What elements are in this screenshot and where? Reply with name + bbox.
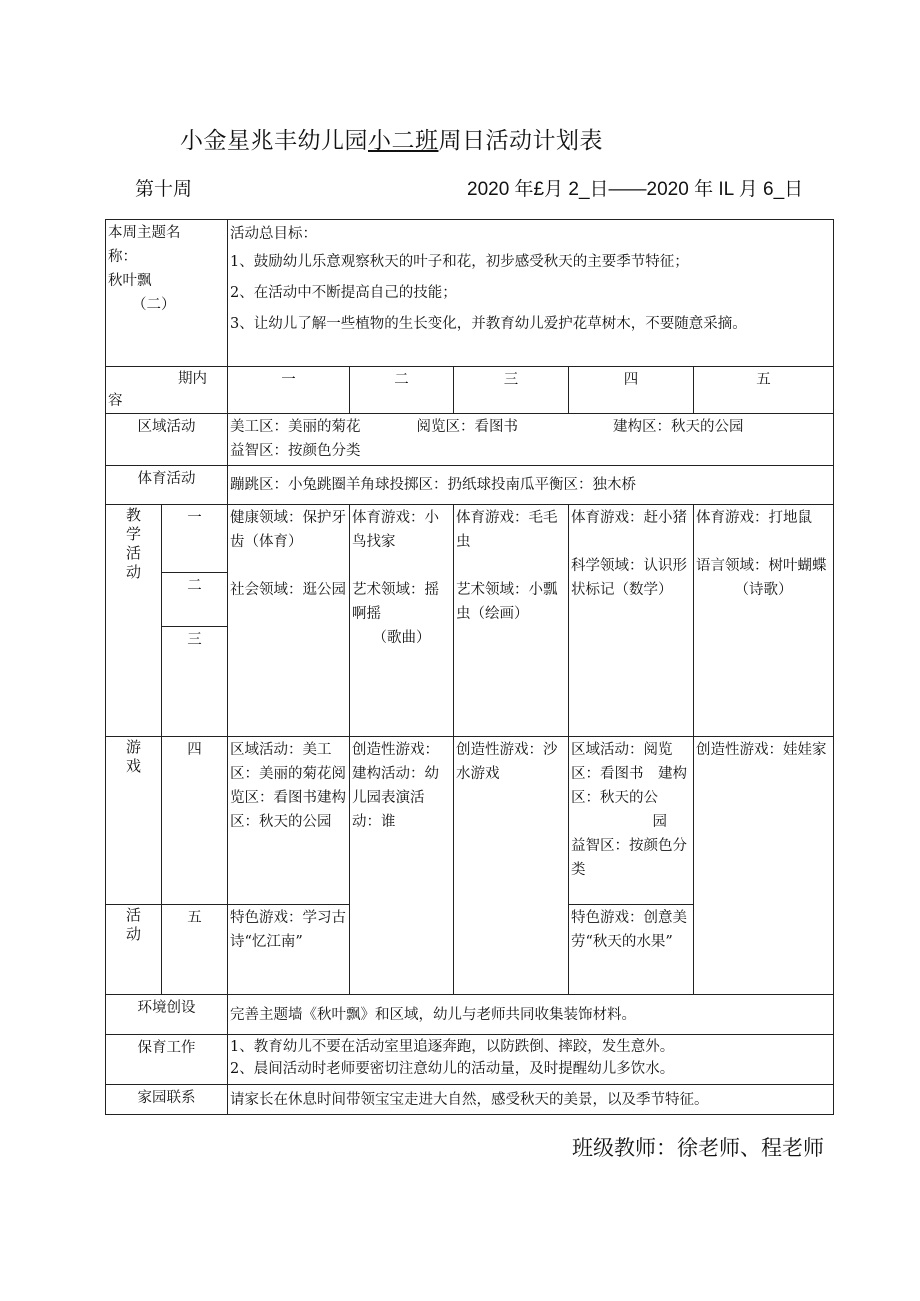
period-label: 三 bbox=[162, 627, 228, 737]
area-item: 建构区：秋天的公园 bbox=[613, 419, 744, 435]
page-title bbox=[180, 122, 603, 155]
area-item: 益智区：按颜色分类 bbox=[230, 443, 361, 459]
home-content: 请家长在休息时间带领宝宝走进大自然，感受秋天的美景，以及季节特征。 bbox=[228, 1085, 834, 1115]
teaching-wed: 体育游戏：毛毛虫 艺术领域：小瓢虫（绘画） bbox=[454, 505, 569, 737]
area-item: 美工区：美丽的菊花 bbox=[230, 419, 361, 435]
games-thu: 区域活动：阅览区：看图书 建构区：秋天的公 园 益智区：按颜色分类 bbox=[569, 737, 694, 905]
environment-content: 完善主题墙《秋叶飘》和区域，幼儿与老师共同收集装饰材料。 bbox=[228, 995, 834, 1035]
teaching-fri: 体育游戏：打地鼠 语言领域：树叶蝴蝶 （诗歌） bbox=[694, 505, 834, 737]
goal-title: 活动总目标： bbox=[230, 226, 317, 242]
goal-item: 1、鼓励幼儿乐意观察秋天的叶子和花，初步感受秋天的主要季节特征； bbox=[230, 254, 689, 270]
games-wed: 创造性游戏：沙水游戏 bbox=[454, 737, 569, 995]
area-content bbox=[228, 414, 834, 466]
teaching-label: 教学活动 bbox=[106, 505, 162, 737]
care-content bbox=[228, 1035, 834, 1085]
area-label: 区域活动 bbox=[106, 414, 228, 466]
environment-label: 环境创设 bbox=[106, 995, 228, 1035]
care-row bbox=[106, 1035, 834, 1085]
days-header-row bbox=[106, 367, 834, 414]
activity-plan-table bbox=[105, 219, 834, 1115]
theme-name: 秋叶飘 bbox=[108, 273, 152, 289]
day-header: 五 bbox=[694, 367, 834, 414]
home-row bbox=[106, 1085, 834, 1115]
teacher-signature: 班级教师：徐老师、程老师 bbox=[572, 1136, 824, 1160]
teaching-tue: 体育游戏：小鸟找家 艺术领域：摇啊摇 （歌曲） bbox=[350, 505, 454, 737]
games-mon-feature: 特色游戏：学习古诗“忆江南” bbox=[228, 905, 350, 995]
day-header: 二 bbox=[350, 367, 454, 414]
games-label: 游戏 bbox=[106, 737, 162, 905]
title-class: 小二班 bbox=[368, 128, 439, 154]
period-label: 四 bbox=[162, 737, 228, 905]
care-label: 保育工作 bbox=[106, 1035, 228, 1085]
date-range: 2020 年£月 2_日——2020 年 IL 月 6_日 bbox=[467, 179, 804, 200]
title-school: 小金星兆丰幼儿园 bbox=[180, 128, 368, 154]
day-header: 三 bbox=[454, 367, 569, 414]
games-label: 活动 bbox=[106, 905, 162, 995]
day-header: 一 bbox=[228, 367, 350, 414]
theme-label: 本周主题名 称： bbox=[108, 225, 181, 265]
games-row bbox=[106, 737, 834, 905]
theme-label-cell bbox=[106, 220, 228, 367]
pe-row bbox=[106, 466, 834, 505]
theme-row bbox=[106, 220, 834, 367]
teaching-row bbox=[106, 505, 834, 573]
goal-item: 3、让幼儿了解一些植物的生长变化，并教育幼儿爱护花草树木，不要随意采摘。 bbox=[230, 316, 747, 332]
week-label: 第十周 bbox=[135, 178, 193, 200]
games-fri: 创造性游戏：娃娃家 bbox=[694, 737, 834, 995]
games-tue: 创造性游戏：建构活动：幼儿园表演活动：谁 bbox=[350, 737, 454, 995]
pe-label: 体育活动 bbox=[106, 466, 228, 505]
pe-content: 蹦跳区：小兔跳圈羊角球投掷区：扔纸球投南瓜平衡区：独木桥 bbox=[228, 466, 834, 505]
period-label: 五 bbox=[162, 905, 228, 995]
games-thu-feature: 特色游戏：创意美劳“秋天的水果” bbox=[569, 905, 694, 995]
days-header-label: 期内 容 bbox=[106, 367, 228, 414]
environment-row bbox=[106, 995, 834, 1035]
day-header: 四 bbox=[569, 367, 694, 414]
home-label: 家园联系 bbox=[106, 1085, 228, 1115]
area-item: 阅览区：看图书 bbox=[416, 419, 518, 435]
games-mon: 区域活动：美工区：美丽的菊花阅览区：看图书建构区：秋天的公园 bbox=[228, 737, 350, 905]
care-item: 2、晨间活动时老师要密切注意幼儿的活动量，及时提醒幼儿多饮水。 bbox=[230, 1061, 675, 1077]
goal-item: 2、在活动中不断提高自己的技能； bbox=[230, 285, 457, 301]
teaching-thu: 体育游戏：赶小猪 科学领域：认识形状标记（数学） bbox=[569, 505, 694, 737]
period-label: 一 bbox=[162, 505, 228, 573]
care-item: 1、教育幼儿不要在活动室里追逐奔跑，以防跌倒、摔跤，发生意外。 bbox=[230, 1039, 675, 1055]
teaching-mon: 健康领域：保护牙齿（体育） 社会领域：逛公园 bbox=[228, 505, 350, 737]
period-label: 二 bbox=[162, 573, 228, 627]
title-suffix: 周日活动计划表 bbox=[438, 128, 603, 154]
area-row bbox=[106, 414, 834, 466]
goals-cell bbox=[228, 220, 834, 367]
theme-part: （二） bbox=[132, 297, 176, 313]
